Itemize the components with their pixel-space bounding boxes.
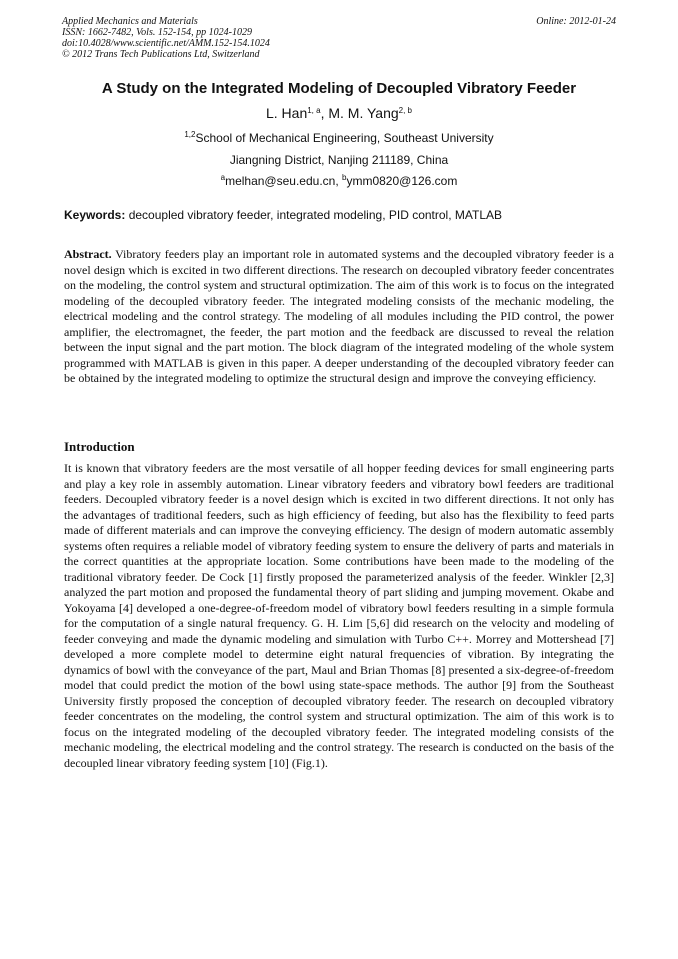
email-line [62, 174, 616, 189]
keywords [64, 208, 616, 223]
email-a-mark: a [220, 173, 226, 182]
online-date: Online: 2012-01-24 [536, 16, 616, 27]
abstract-label: Abstract. [64, 247, 112, 261]
affiliation-text: School of Mechanical Engineering, Southeast University [195, 131, 494, 145]
abstract-text: Vibratory feeders play an important role in automated systems and the decoupled vibratory feeder is a novel design which is excited in two different directions. The research on decoupled vibratory feeder concentrates on the modeling, the control system and structural optimization. The aim of this work is to focus on the integrated modeling of the decoupled vibratory feeder. The integrated modeling consists of the mechanic modeling, the electrical modeling and the control strategy. The modeling of all modules including the PID control, the power amplifier, the electromagnet, the feeder, the part motion and the feedback are discussed to reveal the relation between the input signal and the part motion. The block diagram of the integrated modeling of the whole system programmed with MATLAB is given in this paper. A deeper understanding of the decoupled vibratory feeder can be obtained by the integrated modeling to optimize the structural design and improve the conveying efficiency. [64, 247, 614, 385]
email-b-mark: b [342, 173, 347, 182]
author-2-affiliation-mark: 2, b [398, 106, 412, 115]
running-header [62, 16, 616, 60]
introduction-text: It is known that vibratory feeders are the most versatile of all hopper feeding devices for small engineering parts and play a key role in assembly automation. Linear vibratory feeders and vibratory bowl feeders are traditional feeders. Decoupled vibratory feeder is a novel design which is excited in two different directions. It not only has the advantages of traditional feeders, such as high efficiency of feeding, but also has the flexibility to feed parts made of different materials and can improve the conveying efficiency. The design of modern automatic assembly systems often requires a reliable model of vibratory feeding system to ensure the delivery of parts and materials in the correct quantities at the appropriate location. Some contributions have been made to the modeling of the traditional vibratory feeder. De Cock [1] firstly proposed the parameterized analysis of the feeder. Winkler [2,3] analyzed the part motion and proposed the fundamental theory of part sliding and jumping movement. Okabe and Yokoyama [4] developed a one-degree-of-freedom model of vibratory bowl feeders resulting in a simple formula for the computation of a single natural frequency. G. H. Lim [5,6] did research on the velocity and modeling of feeder conveying and made the dynamic modeling and simulation with Turbo C++. Morrey and Mottershead [7] developed a more complete model to determine eight natural frequencies of vibration. By integrating the dynamics of bowl with the conveyance of the part, Maul and Brian Thomas [8] presented a six-degree-of-freedom model that could predict the motion of the bowl using state-space methods. The author [9] from the Southeast University firstly proposed the conception of decoupled vibratory feeder. The research on decoupled vibratory feeder concentrates on the modeling, the control system and structural optimization. The aim of this work is to focus on the integrated modeling of the decoupled vibratory feeder. The integrated modeling consists of the mechanic modeling, the electrical modeling and the control strategy. The research is conducted on the basis of the decoupled linear vibratory feeding system [10] (Fig.1). [64, 461, 614, 770]
affiliation [62, 131, 616, 146]
author-1: L. Han [265, 105, 308, 121]
abstract [64, 247, 614, 387]
section-heading-introduction: Introduction [64, 439, 135, 454]
author-2: M. M. Yang [328, 105, 399, 121]
author-line [62, 104, 616, 122]
email-a: melhan@seu.edu.cn, [225, 174, 342, 188]
affiliation-mark: 1,2 [184, 130, 196, 139]
journal-name: Applied Mechanics and Materials [62, 16, 198, 27]
paper-title: A Study on the Integrated Modeling of Decoupled Vibratory Feeder [101, 80, 577, 97]
address: Jiangning District, Nanjing 211189, China [229, 153, 449, 167]
issn-line: ISSN: 1662-7482, Vols. 152-154, pp 1024-1029 [62, 27, 252, 38]
keywords-label: Keywords: [64, 208, 126, 222]
copyright-line: © 2012 Trans Tech Publications Ltd, Switzerland [62, 49, 260, 60]
email-b: ymm0820@126.com [346, 174, 458, 188]
keywords-text: decoupled vibratory feeder, integrated modeling, PID control, MATLAB [125, 208, 503, 222]
author-separator: , [320, 105, 329, 121]
doi-line: doi:10.4028/www.scientific.net/AMM.152-154.1024 [62, 38, 270, 49]
author-1-affiliation-mark: 1, a [307, 106, 321, 115]
